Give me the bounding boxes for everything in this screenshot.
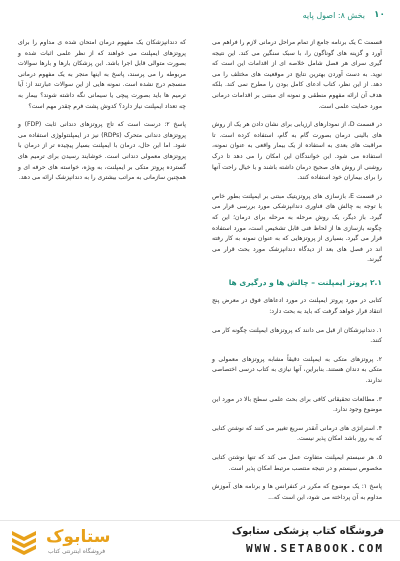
list-item: ۳. مطالعات تحقیقاتی کافی برای بحث علمی سطح بالا در مورد این موضوع وجود ندارد.: [212, 395, 382, 414]
left-column: [18, 38, 186, 192]
list-item: ۲. پروتزهای متکی به ایمپلنت دقیقاً مشابه پروتزهای معمولی و متکی به دندان هستند. بنابراین، آنها نیازی به کتاب درسی اختصاصی ندارند.: [212, 355, 382, 385]
setabook-logo[interactable]: [8, 525, 128, 557]
book-stack-icon: [8, 525, 40, 557]
shop-title: فروشگاه کتاب پزشکی ستابوک: [231, 526, 384, 537]
section-heading: ۲.۱ پروتز ایمپلنت – چالش ها و درگیری ها: [228, 277, 382, 287]
paragraph: در قسمت E، بازسازی های پروتزیتیک مبتنی بر ایمپلنت بطور خاص با توجه به چالش های فناوری دندانپزشکی مورد بررسی قرار می گیرد. باز دیگر، یک روش مرحله به مرحله برای درمان؛ این که چگونه بازسازی ها از لحاظ فنی قابل تشخیص است، مورد استفاده قرار می گیرد. بسیاری از پروتزهایی که به عنوان نمونه به کار رفته اند در فصل های بعد از دیدگاه دندانپزشک مورد بحث قرار می گیرند.: [212, 192, 382, 264]
paragraph: قسمت C یک برنامه جامع از تمام مراحل درمانی لازم را فراهم می آورد و گزینه های گوناگون را، با سبک سنگین می کند. این نتیجه گیری سرای هر فصل شامل خلاصه ای از اقدامات این است که نوید. به دست آوردن بهترین نتایج در موقعیت های مختلف را می دهد. از این نظر، کتاب ادعای کامل بودن را مطرح نمی کند. بلکه هدف آن ارائه مفهوم منطقی و نمونه ای مبتنی بر اقدامات درمانی مورد حمایت علمی است.: [212, 39, 382, 110]
shop-url-link[interactable]: WWW.SETABOOK.COM: [246, 542, 384, 555]
chapter-title: بخش ۸: اصول پایه: [302, 11, 365, 20]
paragraph: پاسخ ۲: درست است که تاج پروتزهای دندانی ثابت (FDP) و پروتزهای دندانی متحرک (RDPs) نیز در ایمپلنتولوژی استفاده می شود. اما این حال، درمان با ایمپلنت بسیار پیچیده تر از درمان با پروتزهای معمولی دندانی است. خوشایند رسیدن برای ترمیم های گسترده پروتز متکی بر ایمپلنت، به ویژه، خواسته های حرفه ای و همچنین سازمانی به مراتب بیشتری را به دندانپزشک ارائه می دهد.: [18, 121, 186, 182]
list-item: ۱. دندانپزشکان از قبل می دانند که پروتزهای ایمپلنت چگونه کار می کنند.: [212, 326, 382, 345]
paragraph: که دندانپزشکان یک مفهوم درمان امتحان شده ی مداوم را برای پروتزهای ایمپلنت می خواهند که از نظر علمی اثبات شده و بصورت متوالی قابل اجرا باشد. این پزشکان بارها و بارها سوالات مربوطه را می پرسند، پاسخ به اینها منجر به یک مفهوم درمانی منسجم درج نشده است. نمونه هایی از این سوالات عبارتند از: آیا ترمیم ها باید بصورت پیچی یا سیمانی نگه داشته شوند؟ بیمار به چه تعداد ایمپلنت نیاز دارد؟ کدوش پشت فرم چقدر مهم است؟: [18, 39, 186, 110]
list-item: ۵. هر سیستم ایمپلنت متفاوت عمل می کند که تنها نوشتن کتابی مخصوص سیستم و در نتیجه منتصب مرتبط امکان پذیر است.: [212, 454, 382, 472]
footer-banner: [0, 520, 400, 561]
page-number: ۱۰: [374, 10, 385, 20]
list-item: ۴. استراتژی های درمانی آنقدر سریع تغییر می کنند که نوشتن کتابی که به روز باشد امکان پذیر نیست.: [212, 424, 382, 443]
logo-subtitle: فروشگاه اینترنتی کتاب: [48, 548, 106, 555]
right-column: [212, 38, 382, 511]
page-header: [15, 10, 385, 24]
paragraph: پاسخ ۱: یک موضوع که مکرر در کنفرانس ها و برنامه های آموزش مداوم به آن پرداخته می شود، این است که...: [212, 483, 383, 501]
paragraph: کتابی در مورد پروتز ایمپلنت در مورد ادعاهای فوق در معرض پنج انتقاد قرار خواهد گرفت که باید به بحث دارد:: [212, 297, 382, 316]
paragraph: در قسمت D، از نمودارهای ارزیابی برای نشان دادن هر یک از روش های بالینی درمان بصورت گام به گام، استفاده کرده است. تا مراقبت های بعدی به استفاده از یک بیمار واقعی به عنوان نمونه، استفاده می شود. این خوانندگان این امکان را می دهد تا درک روشنی از روش های صحیح درمان داشته باشند و با خیال راحت آنها را برای بیماران خود استفاده کنند.: [212, 121, 382, 182]
logo-text: ستابوک: [46, 527, 111, 547]
